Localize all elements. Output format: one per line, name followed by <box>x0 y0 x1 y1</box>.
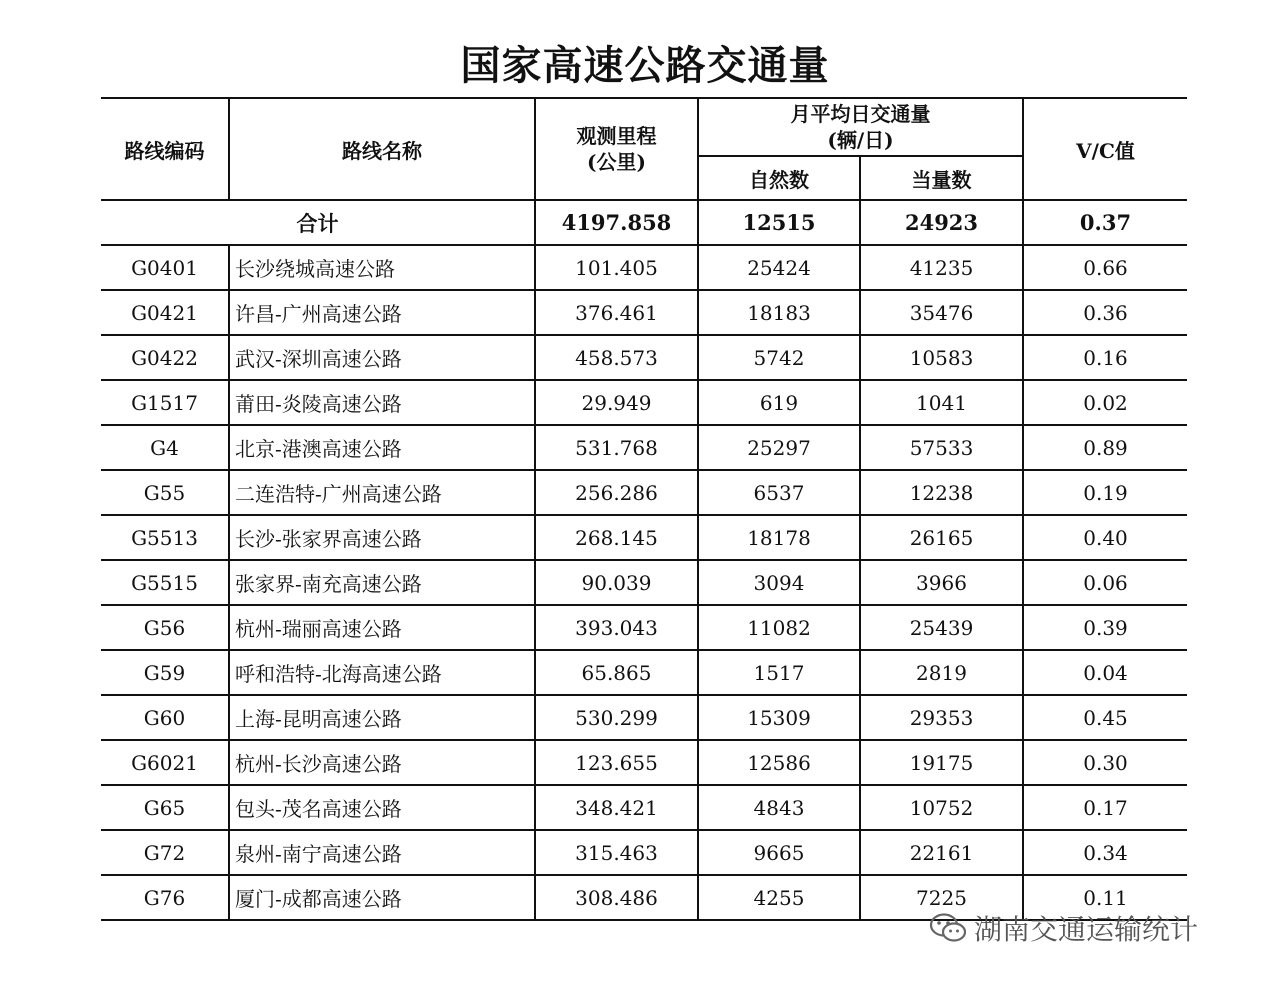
route-name: 长沙-张家界高速公路 <box>229 515 535 560</box>
route-mileage: 123.655 <box>535 740 698 785</box>
route-vc: 0.89 <box>1023 425 1187 470</box>
route-mileage: 29.949 <box>535 380 698 425</box>
route-equivalent: 12238 <box>860 470 1023 515</box>
route-code: G0421 <box>101 290 229 335</box>
route-mileage: 268.145 <box>535 515 698 560</box>
traffic-table <box>101 97 1187 921</box>
route-equivalent: 3966 <box>860 560 1023 605</box>
route-name: 呼和浩特-北海高速公路 <box>229 650 535 695</box>
route-code: G72 <box>101 830 229 875</box>
total-label: 合计 <box>101 200 535 245</box>
header-name: 路线名称 <box>229 98 535 200</box>
table-row <box>101 830 1187 875</box>
route-natural: 6537 <box>698 470 860 515</box>
header-vc: V/C值 <box>1023 98 1187 200</box>
page-title: 国家高速公路交通量 <box>460 42 830 89</box>
total-vc: 0.37 <box>1023 200 1187 245</box>
route-natural: 25424 <box>698 245 860 290</box>
route-mileage: 308.486 <box>535 875 698 920</box>
route-vc: 0.02 <box>1023 380 1187 425</box>
route-vc: 0.06 <box>1023 560 1187 605</box>
header-mileage-line2: (公里) <box>587 150 646 174</box>
route-mileage: 256.286 <box>535 470 698 515</box>
route-natural: 25297 <box>698 425 860 470</box>
route-equivalent: 26165 <box>860 515 1023 560</box>
table-row <box>101 605 1187 650</box>
route-name: 武汉-深圳高速公路 <box>229 335 535 380</box>
route-natural: 5742 <box>698 335 860 380</box>
route-name: 杭州-长沙高速公路 <box>229 740 535 785</box>
route-vc: 0.39 <box>1023 605 1187 650</box>
route-vc: 0.11 <box>1023 875 1187 920</box>
route-code: G5515 <box>101 560 229 605</box>
route-vc: 0.34 <box>1023 830 1187 875</box>
route-natural: 12586 <box>698 740 860 785</box>
route-vc: 0.17 <box>1023 785 1187 830</box>
route-mileage: 315.463 <box>535 830 698 875</box>
route-vc: 0.36 <box>1023 290 1187 335</box>
total-row <box>101 200 1187 245</box>
route-equivalent: 41235 <box>860 245 1023 290</box>
table-row <box>101 245 1187 290</box>
table-row <box>101 560 1187 605</box>
route-code: G56 <box>101 605 229 650</box>
route-mileage: 65.865 <box>535 650 698 695</box>
route-mileage: 531.768 <box>535 425 698 470</box>
route-name: 厦门-成都高速公路 <box>229 875 535 920</box>
table-row <box>101 425 1187 470</box>
header-equivalent: 当量数 <box>860 156 1023 200</box>
table-row <box>101 695 1187 740</box>
header-traffic-line2: (辆/日) <box>827 128 894 152</box>
route-name: 包头-茂名高速公路 <box>229 785 535 830</box>
route-natural: 619 <box>698 380 860 425</box>
table-row <box>101 650 1187 695</box>
route-name: 上海-昆明高速公路 <box>229 695 535 740</box>
route-name: 莆田-炎陵高速公路 <box>229 380 535 425</box>
table-body <box>101 245 1187 920</box>
route-code: G5513 <box>101 515 229 560</box>
route-equivalent: 7225 <box>860 875 1023 920</box>
route-name: 北京-港澳高速公路 <box>229 425 535 470</box>
route-natural: 15309 <box>698 695 860 740</box>
route-code: G76 <box>101 875 229 920</box>
route-vc: 0.66 <box>1023 245 1187 290</box>
route-name: 二连浩特-广州高速公路 <box>229 470 535 515</box>
route-mileage: 348.421 <box>535 785 698 830</box>
route-name: 张家界-南充高速公路 <box>229 560 535 605</box>
route-equivalent: 19175 <box>860 740 1023 785</box>
route-vc: 0.16 <box>1023 335 1187 380</box>
route-natural: 18183 <box>698 290 860 335</box>
route-equivalent: 10583 <box>860 335 1023 380</box>
route-natural: 4843 <box>698 785 860 830</box>
header-mileage <box>535 98 698 200</box>
route-equivalent: 35476 <box>860 290 1023 335</box>
table-row <box>101 380 1187 425</box>
route-natural: 11082 <box>698 605 860 650</box>
route-equivalent: 22161 <box>860 830 1023 875</box>
route-mileage: 90.039 <box>535 560 698 605</box>
route-natural: 3094 <box>698 560 860 605</box>
header-traffic <box>698 98 1023 156</box>
route-code: G4 <box>101 425 229 470</box>
route-equivalent: 2819 <box>860 650 1023 695</box>
route-code: G59 <box>101 650 229 695</box>
route-natural: 18178 <box>698 515 860 560</box>
route-code: G55 <box>101 470 229 515</box>
header-code: 路线编码 <box>101 98 229 200</box>
route-code: G0401 <box>101 245 229 290</box>
route-mileage: 101.405 <box>535 245 698 290</box>
route-vc: 0.40 <box>1023 515 1187 560</box>
table-row <box>101 740 1187 785</box>
route-equivalent: 29353 <box>860 695 1023 740</box>
route-vc: 0.19 <box>1023 470 1187 515</box>
route-vc: 0.45 <box>1023 695 1187 740</box>
watermark <box>928 906 1248 950</box>
route-name: 泉州-南宁高速公路 <box>229 830 535 875</box>
route-equivalent: 10752 <box>860 785 1023 830</box>
route-mileage: 458.573 <box>535 335 698 380</box>
route-vc: 0.30 <box>1023 740 1187 785</box>
table-row <box>101 335 1187 380</box>
table-header <box>101 98 1187 200</box>
table-row <box>101 515 1187 560</box>
route-natural: 9665 <box>698 830 860 875</box>
route-name: 杭州-瑞丽高速公路 <box>229 605 535 650</box>
watermark-text: 湖南交通运输统计 <box>974 913 1199 946</box>
route-code: G65 <box>101 785 229 830</box>
header-traffic-line1: 月平均日交通量 <box>790 102 931 126</box>
route-vc: 0.04 <box>1023 650 1187 695</box>
route-mileage: 530.299 <box>535 695 698 740</box>
table-total <box>101 200 1187 245</box>
total-mileage: 4197.858 <box>535 200 698 245</box>
route-mileage: 393.043 <box>535 605 698 650</box>
route-code: G1517 <box>101 380 229 425</box>
route-name: 长沙绕城高速公路 <box>229 245 535 290</box>
header-natural: 自然数 <box>698 156 860 200</box>
table-row <box>101 470 1187 515</box>
route-mileage: 376.461 <box>535 290 698 335</box>
route-code: G60 <box>101 695 229 740</box>
route-equivalent: 25439 <box>860 605 1023 650</box>
total-natural: 12515 <box>698 200 860 245</box>
total-equivalent: 24923 <box>860 200 1023 245</box>
route-code: G6021 <box>101 740 229 785</box>
route-natural: 1517 <box>698 650 860 695</box>
route-code: G0422 <box>101 335 229 380</box>
header-mileage-line1: 观测里程 <box>576 124 657 148</box>
table-row <box>101 290 1187 335</box>
route-equivalent: 57533 <box>860 425 1023 470</box>
route-name: 许昌-广州高速公路 <box>229 290 535 335</box>
table-row <box>101 785 1187 830</box>
route-equivalent: 1041 <box>860 380 1023 425</box>
route-natural: 4255 <box>698 875 860 920</box>
wechat-icon <box>928 911 968 945</box>
